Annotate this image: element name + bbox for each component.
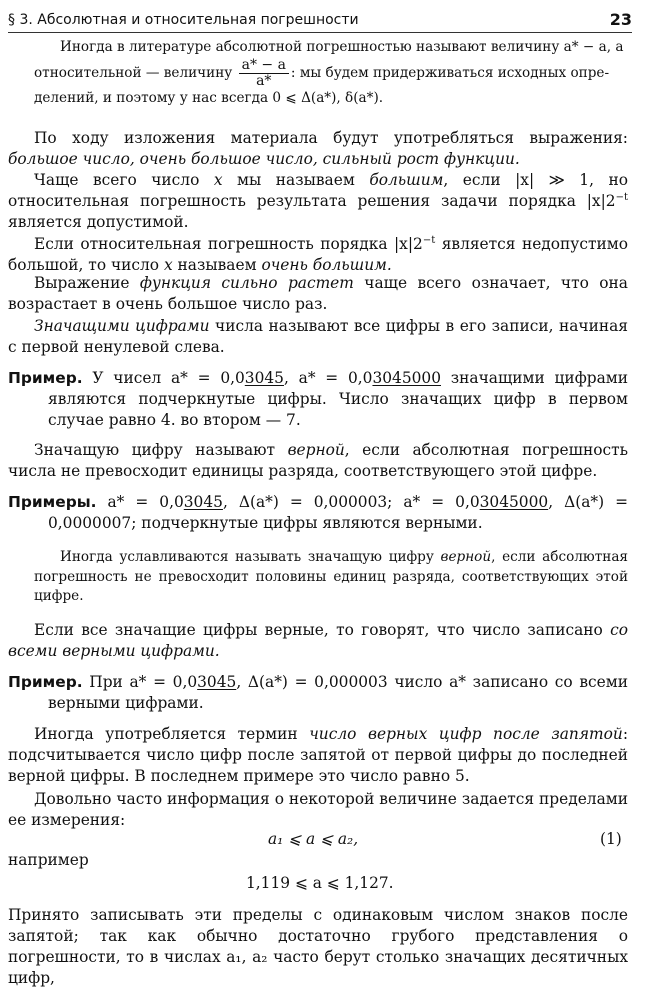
paragraph-measurement-limits: Довольно часто информация о некоторой величине задается пределами ее измерения: — [8, 790, 628, 829]
paragraph-digits-after-point: Иногда употребляется термин число верных цифр после запятой: подсчитывается число цифр после запятой от первой цифры до последней верной цифры. В последнем примере это число равно 5. — [8, 725, 628, 785]
note-half-unit: Иногда уславливаются называть значащую цифру верной, если абсолютная погрешность не превосходит половины единиц разряда, соответствующих этой цифре. — [34, 549, 628, 604]
section-title: § 3. Абсолютная и относительная погрешности — [8, 12, 359, 28]
paragraph-rapid-growth: Выражение функция сильно растет чаще всего означает, что она возрастает в очень большое число раз. — [8, 274, 628, 313]
relative-error-fraction: $\frac{a* - a}{a*}$ — [239, 58, 289, 89]
formula-tag: (1) — [600, 830, 622, 848]
paragraph-very-large-number: Если относительная погрешность порядка $|x|2^{-t}$ является недопустимо большой, то число x называем очень большим. — [8, 234, 628, 274]
paragraph-decimal-places: Принято записывать эти пределы с одинаковым числом знаков после запятой; так как обычно достаточно грубого представления о погрешности, то в числах a₁, a₂ часто берут столько значащих десятичных цифр, — [8, 906, 628, 987]
examples-correct-digits: Примеры. a* = 0,03045, Δ(a*) = 0,000003; a* = 0,03045000, Δ(a*) = 0,0000007; подчеркнутые цифры являются верными. — [8, 493, 628, 532]
paragraph-all-correct: Если все значащие цифры верные, то говорят, что число записано со всеми верными цифрами. — [8, 621, 628, 660]
formula-example: 1,119 ⩽ a ⩽ 1,127. — [246, 874, 394, 892]
paragraph-for-example: например — [8, 851, 89, 869]
example-significant-digits: Пример. У чисел a* = 0,03045, a* = 0,03045000 значащими цифрами являются подчеркнутые цифры. Число значащих цифр в первом случае равно 4. во втором — 7. — [8, 369, 628, 429]
paragraph-correct-digit: Значащую цифру называют верной, если абсолютная погрешность числа не превосходит единицы разряда, соответствующего этой цифре. — [8, 441, 628, 480]
example-all-correct: Пример. При a* = 0,03045, Δ(a*) = 0,000003 число a* записано со всеми верными цифрами. — [8, 673, 628, 712]
note-definitions: Иногда в литературе абсолютной погрешностью называют величину a* − a, а относительной — величину $\frac{a* - a}{a*}$ : мы будем придерживаться исходных опре- делений, и поэтому у нас всегда 0 ⩽ Δ(a*), δ(a*). — [34, 39, 624, 106]
formula-limits: a₁ ⩽ a ⩽ a₂, — [268, 830, 359, 848]
page-number: 23 — [609, 10, 632, 29]
paragraph-large-number: Чаще всего число x мы называем большим, если |x| ≫ 1, но относительная погрешность результата решения задачи порядка $|x|2^{-t}$ является допустимой. — [8, 171, 628, 231]
paragraph-expressions: По ходу изложения материала будут употребляться выражения: большое число, очень большое число, сильный рост функции. — [8, 129, 628, 168]
paragraph-significant-digits: Значащими цифрами числа называют все цифры в его записи, начиная с первой ненулевой слева. — [8, 317, 629, 356]
running-header — [8, 6, 632, 33]
